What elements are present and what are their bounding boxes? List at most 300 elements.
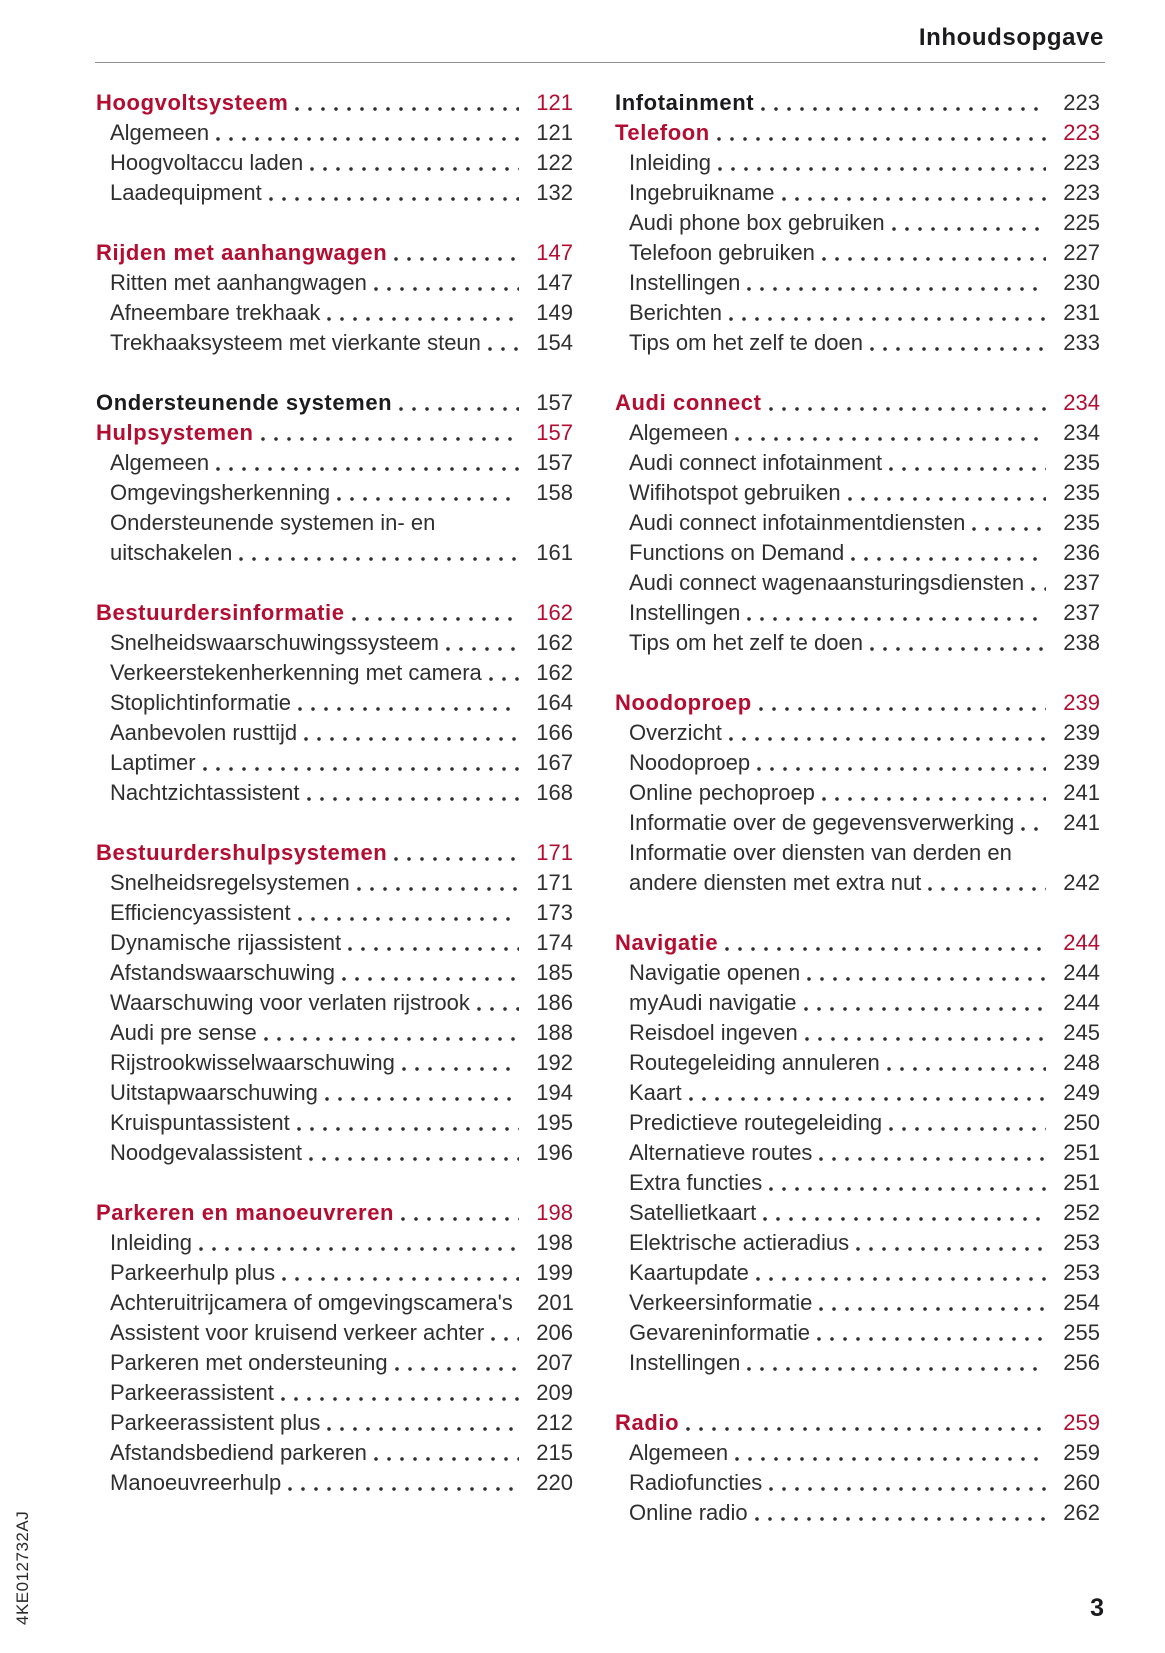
toc-row — [96, 298, 573, 328]
dot-leader — [239, 538, 519, 568]
toc-entry-label: Snelheidsregelsystemen — [110, 870, 350, 895]
toc-entry-page: 239 — [1063, 720, 1100, 745]
toc-entry-label: Navigatie openen — [629, 960, 801, 985]
dot-leader — [288, 1468, 519, 1498]
toc-entry-page: 256 — [1063, 1350, 1100, 1375]
toc-entry-label: Manoeuvreerhulp — [110, 1470, 282, 1495]
toc-entry-label: Laptimer — [110, 750, 196, 775]
toc-entry-page: 212 — [536, 1410, 573, 1435]
toc-entry-label: Wifihotspot gebruiken — [629, 480, 841, 505]
toc-entry-label: Instellingen — [629, 1350, 741, 1375]
toc-row — [96, 1048, 573, 1078]
dot-leader — [325, 1078, 519, 1108]
dot-leader — [747, 268, 1046, 298]
toc-row — [96, 1138, 573, 1168]
toc-row — [615, 298, 1100, 328]
toc-entry-label: Inleiding — [629, 150, 711, 175]
toc-entry-label: Elektrische actieradius — [629, 1230, 850, 1255]
toc-entry-label: Noodoproep — [629, 750, 751, 775]
toc-row — [615, 1198, 1100, 1228]
page-number: 3 — [1090, 1594, 1104, 1622]
toc-row — [615, 628, 1100, 658]
toc-entry-label: Nachtzichtassistent — [110, 780, 300, 805]
dot-leader — [216, 118, 519, 148]
toc-row — [615, 1258, 1100, 1288]
toc-row — [96, 868, 573, 898]
toc-row — [96, 1108, 573, 1138]
toc-entry-label: Gevareninformatie — [629, 1320, 810, 1345]
dot-leader — [281, 1378, 519, 1408]
toc-entry-page: 154 — [536, 330, 573, 355]
toc-entry-label: Rijstrookwisselwaarschuwing — [110, 1050, 395, 1075]
toc-entry-page: 192 — [536, 1050, 573, 1075]
toc-entry-label: Uitstapwaarschuwing — [110, 1080, 318, 1105]
dot-leader — [264, 1018, 519, 1048]
toc-entry-page: 162 — [536, 660, 573, 685]
toc-entry-label: Informatie over diensten van derden en — [629, 840, 1012, 865]
toc-row — [615, 1468, 1100, 1498]
toc-entry-label: Ingebruikname — [629, 180, 775, 205]
toc-entry-label: Kaart — [629, 1080, 682, 1105]
toc-entry-label: Bestuurdershulpsystemen — [96, 840, 388, 865]
toc-entry-label: Assistent voor kruisend verkeer achter — [110, 1320, 485, 1345]
toc-entry-page: 225 — [1063, 210, 1100, 235]
toc-entry-label: Audi connect infotainmentdiensten — [629, 510, 966, 535]
dot-leader — [889, 448, 1046, 478]
toc-entry-label: Instellingen — [629, 270, 741, 295]
toc-entry-label: Noodoproep — [615, 690, 752, 715]
toc-entry-page: 188 — [536, 1020, 573, 1045]
dot-leader — [297, 1108, 519, 1138]
dot-leader — [805, 1018, 1046, 1048]
toc-entry-label: Routegeleiding annuleren — [629, 1050, 880, 1075]
toc-group — [96, 88, 573, 208]
toc-row — [96, 1198, 573, 1228]
toc-row — [615, 778, 1100, 808]
toc-entry-page: 244 — [1063, 990, 1100, 1015]
toc-entry-label: Parkeerassistent — [110, 1380, 274, 1405]
toc-entry-page: 121 — [536, 120, 573, 145]
toc-row — [615, 1228, 1100, 1258]
toc-row — [96, 958, 573, 988]
toc-row — [615, 868, 1100, 898]
toc-row — [96, 538, 573, 568]
toc-entry-label: Instellingen — [629, 600, 741, 625]
toc-row — [615, 1288, 1100, 1318]
toc-entry-page: 235 — [1063, 510, 1100, 535]
toc-entry-label: Telefoon gebruiken — [629, 240, 815, 265]
dot-leader — [477, 988, 519, 1018]
toc-entry-page: 262 — [1063, 1500, 1100, 1525]
toc-row — [96, 1288, 573, 1318]
header-divider — [95, 62, 1105, 63]
toc-entry-label: Aanbevolen rusttijd — [110, 720, 298, 745]
toc-row — [96, 1258, 573, 1288]
toc-entry-label: Berichten — [629, 300, 722, 325]
toc-row — [96, 148, 573, 178]
dot-leader — [269, 178, 519, 208]
toc-entry-page: 147 — [536, 240, 573, 265]
toc-entry-label: Online radio — [629, 1500, 748, 1525]
toc-row — [615, 508, 1100, 538]
toc-entry-label: Afstandswaarschuwing — [110, 960, 336, 985]
toc-row — [96, 178, 573, 208]
toc-entry-page: 201 — [537, 1290, 574, 1315]
toc-row — [615, 808, 1100, 838]
toc-entry-label: Rijden met aanhangwagen — [96, 240, 388, 265]
toc-row — [96, 268, 573, 298]
dot-leader — [686, 1408, 1046, 1438]
toc-entry-label: Parkeren en manoeuvreren — [96, 1200, 395, 1225]
toc-entry-label: Online pechoproep — [629, 780, 815, 805]
toc-entry-page: 255 — [1063, 1320, 1100, 1345]
toc-entry-page: 207 — [536, 1350, 573, 1375]
toc-row — [615, 148, 1100, 178]
toc-entry-page: 168 — [536, 780, 573, 805]
toc-entry-page: 121 — [536, 90, 573, 115]
toc-row — [96, 1378, 573, 1408]
toc-entry-page: 157 — [536, 420, 573, 445]
toc-entry-label: Audi connect infotainment — [629, 450, 883, 475]
dot-leader — [199, 1228, 519, 1258]
toc-entry-page: 215 — [536, 1440, 573, 1465]
toc-entry-label: Parkeren met ondersteuning — [110, 1350, 388, 1375]
toc-entry-label: Hoogvoltaccu laden — [110, 150, 304, 175]
toc-entry-page: 239 — [1063, 690, 1100, 715]
dot-leader — [402, 1048, 519, 1078]
toc-row — [615, 1498, 1100, 1528]
dot-leader — [717, 118, 1046, 148]
toc-entry-page: 132 — [536, 180, 573, 205]
dot-leader — [1031, 568, 1046, 598]
toc-row — [615, 1018, 1100, 1048]
toc-entry-page: 242 — [1063, 870, 1100, 895]
toc-entry-label: Radiofuncties — [629, 1470, 763, 1495]
toc-entry-page: 249 — [1063, 1080, 1100, 1105]
dot-leader — [822, 778, 1046, 808]
toc-entry-page: 237 — [1063, 600, 1100, 625]
toc-group — [615, 1408, 1100, 1528]
dot-leader — [735, 418, 1046, 448]
dot-leader — [928, 868, 1046, 898]
toc-entry-page: 164 — [536, 690, 573, 715]
toc-entry-page: 157 — [536, 390, 573, 415]
toc-row — [615, 118, 1100, 148]
dot-leader — [395, 1348, 519, 1378]
toc-entry-page: 237 — [1063, 570, 1100, 595]
dot-leader — [870, 628, 1046, 658]
toc-entry-label: Waarschuwing voor verlaten rijstrook — [110, 990, 470, 1015]
dot-leader — [310, 148, 519, 178]
toc-row — [96, 1408, 573, 1438]
toc-group — [96, 1198, 573, 1498]
dot-leader — [489, 658, 519, 688]
toc-entry-page: 241 — [1063, 780, 1100, 805]
toc-entry-label: Noodgevalassistent — [110, 1140, 303, 1165]
dot-leader — [295, 88, 519, 118]
toc-entry-page: 234 — [1063, 420, 1100, 445]
dot-leader — [819, 1138, 1046, 1168]
dot-leader — [759, 688, 1046, 718]
toc-entry-page: 253 — [1063, 1260, 1100, 1285]
toc-entry-page: 195 — [536, 1110, 573, 1135]
dot-leader — [342, 958, 519, 988]
toc-entry-page: 244 — [1063, 960, 1100, 985]
toc-entry-label: Laadequipment — [110, 180, 262, 205]
dot-leader — [851, 538, 1046, 568]
toc-entry-page: 167 — [536, 750, 573, 775]
dot-leader — [309, 1138, 519, 1168]
toc-group — [615, 928, 1100, 1378]
dot-leader — [747, 1348, 1046, 1378]
toc-row — [96, 718, 573, 748]
toc-entry-page: 209 — [536, 1380, 573, 1405]
toc-entry-label: Alternatieve routes — [629, 1140, 813, 1165]
toc-row — [615, 1168, 1100, 1198]
dot-leader — [374, 1438, 519, 1468]
toc-row — [96, 838, 573, 868]
dot-leader — [729, 718, 1046, 748]
toc-row — [96, 598, 573, 628]
dot-leader — [769, 388, 1046, 418]
toc-row — [615, 928, 1100, 958]
toc-row — [96, 628, 573, 658]
dot-leader — [769, 1168, 1046, 1198]
toc-entry-page: 122 — [536, 150, 573, 175]
toc-entry-label: Algemeen — [629, 420, 729, 445]
toc-entry-label: Infotainment — [615, 90, 755, 115]
toc-row — [96, 748, 573, 778]
toc-entry-label: Overzicht — [629, 720, 722, 745]
toc-row — [615, 88, 1100, 118]
toc-entry-page: 223 — [1063, 180, 1100, 205]
dot-leader — [399, 388, 519, 418]
toc-entry-label: Parkeerassistent plus — [110, 1410, 321, 1435]
toc-column-right — [615, 88, 1100, 1528]
toc-entry-page: 149 — [536, 300, 573, 325]
toc-row — [96, 88, 573, 118]
dot-leader — [887, 1048, 1046, 1078]
toc-group — [615, 88, 1100, 358]
toc-entry-page: 223 — [1063, 120, 1100, 145]
toc-entry-page: 157 — [536, 450, 573, 475]
toc-entry-label: Algemeen — [110, 450, 210, 475]
toc-row — [96, 478, 573, 508]
toc-entry-page: 186 — [536, 990, 573, 1015]
toc-row — [615, 688, 1100, 718]
toc-group — [96, 388, 573, 568]
toc-entry-page: 174 — [536, 930, 573, 955]
dot-leader — [298, 898, 519, 928]
toc-row — [615, 328, 1100, 358]
toc-entry-page: 227 — [1063, 240, 1100, 265]
toc-entry-page: 198 — [536, 1200, 573, 1225]
dot-leader — [769, 1468, 1046, 1498]
toc-row — [615, 568, 1100, 598]
dot-leader — [972, 508, 1046, 538]
dot-leader — [725, 928, 1046, 958]
toc-entry-label: Audi connect wagenaansturingsdiensten — [629, 570, 1025, 595]
toc-entry-label: Snelheidswaarschuwingssysteem — [110, 630, 439, 655]
dot-leader — [856, 1228, 1046, 1258]
toc-entry-label: Achteruitrijcamera of omgevingscamera's — [110, 1290, 513, 1315]
toc-row — [615, 208, 1100, 238]
dot-leader — [298, 688, 519, 718]
dot-leader — [889, 1108, 1046, 1138]
toc-entry-page: 220 — [536, 1470, 573, 1495]
toc-entry-label: Efficiencyassistent — [110, 900, 291, 925]
toc-row — [615, 988, 1100, 1018]
toc-row — [615, 1048, 1100, 1078]
dot-leader — [394, 838, 519, 868]
dot-leader — [870, 328, 1046, 358]
toc-row — [96, 658, 573, 688]
page-title: Inhoudsopgave — [918, 24, 1104, 51]
dot-leader — [729, 298, 1046, 328]
toc-entry-label: Audi phone box gebruiken — [629, 210, 885, 235]
toc-row — [615, 1318, 1100, 1348]
toc-entry-page: 196 — [536, 1140, 573, 1165]
toc-group — [96, 598, 573, 808]
dot-leader — [446, 628, 519, 658]
toc-entry-page: 162 — [536, 630, 573, 655]
toc-entry-page: 161 — [536, 540, 573, 565]
toc-entry-label: Extra functies — [629, 1170, 763, 1195]
toc-entry-label: Ritten met aanhangwagen — [110, 270, 367, 295]
document-code: 4KE012732AJ — [13, 1510, 32, 1625]
toc-entry-page: 248 — [1063, 1050, 1100, 1075]
toc-row — [615, 1108, 1100, 1138]
toc-entry-label: Hoogvoltsysteem — [96, 90, 289, 115]
toc-entry-page: 251 — [1063, 1170, 1100, 1195]
toc-entry-page: 223 — [1063, 90, 1100, 115]
toc-entry-label: Telefoon — [615, 120, 710, 145]
toc-entry-page: 259 — [1063, 1440, 1100, 1465]
dot-leader — [735, 1438, 1046, 1468]
toc-row — [96, 328, 573, 358]
toc-entry-label: Afneembare trekhaak — [110, 300, 321, 325]
toc-row — [96, 1438, 573, 1468]
toc-row — [96, 1318, 573, 1348]
toc-entry-page: 250 — [1063, 1110, 1100, 1135]
toc-entry-label: Ondersteunende systemen — [96, 390, 393, 415]
toc-entry-page: 194 — [536, 1080, 573, 1105]
toc-row — [96, 1078, 573, 1108]
dot-leader — [327, 1408, 519, 1438]
dot-leader — [203, 748, 519, 778]
toc-entry-page: 238 — [1063, 630, 1100, 655]
toc-entry-page: 251 — [1063, 1140, 1100, 1165]
dot-leader — [848, 478, 1046, 508]
toc-row — [615, 718, 1100, 748]
toc-row — [615, 958, 1100, 988]
toc-entry-page: 162 — [536, 600, 573, 625]
toc-row — [615, 748, 1100, 778]
toc-group — [96, 838, 573, 1168]
dot-leader — [757, 748, 1046, 778]
toc-entry-label: Hulpsystemen — [96, 420, 254, 445]
dot-leader — [374, 268, 519, 298]
toc-entry-page: 260 — [1063, 1470, 1100, 1495]
toc-entry-label: Predictieve routegeleiding — [629, 1110, 883, 1135]
toc-row — [615, 1078, 1100, 1108]
toc-entry-page: 171 — [536, 840, 573, 865]
dot-leader — [491, 1318, 519, 1348]
toc-entry-label: Stoplichtinformatie — [110, 690, 291, 715]
toc-entry-label: Reisdoel ingeven — [629, 1020, 798, 1045]
dot-leader — [401, 1198, 519, 1228]
dot-leader — [689, 1078, 1046, 1108]
toc-entry-page: 244 — [1063, 930, 1100, 955]
dot-leader — [804, 988, 1046, 1018]
dot-leader — [488, 328, 519, 358]
toc-entry-page: 171 — [536, 870, 573, 895]
dot-leader — [307, 778, 519, 808]
toc-row — [96, 118, 573, 148]
toc-row — [96, 1468, 573, 1498]
toc-entry-label: Navigatie — [615, 930, 719, 955]
toc-entry-page: 253 — [1063, 1230, 1100, 1255]
toc-entry-page: 233 — [1063, 330, 1100, 355]
toc-group — [615, 688, 1100, 898]
toc-entry-label: Tips om het zelf te doen — [629, 630, 863, 655]
dot-leader — [817, 1318, 1046, 1348]
toc-entry-label: Functions on Demand — [629, 540, 845, 565]
toc-row — [615, 388, 1100, 418]
toc-row — [96, 898, 573, 928]
dot-leader — [782, 178, 1046, 208]
toc-entry-label: Inleiding — [110, 1230, 192, 1255]
toc-entry-label: Radio — [615, 1410, 680, 1435]
toc-row — [615, 448, 1100, 478]
toc-entry-label: myAudi navigatie — [629, 990, 797, 1015]
dot-leader — [282, 1258, 519, 1288]
dot-leader — [819, 1288, 1046, 1318]
toc-entry-label: Satellietkaart — [629, 1200, 757, 1225]
toc-row — [615, 238, 1100, 268]
toc-row — [96, 418, 573, 448]
toc-row — [96, 508, 573, 538]
toc-entry-label: uitschakelen — [110, 540, 233, 565]
toc-entry-page: 185 — [536, 960, 573, 985]
toc-row — [96, 388, 573, 418]
dot-leader — [807, 958, 1046, 988]
toc-entry-page: 231 — [1063, 300, 1100, 325]
toc-entry-label: Trekhaaksysteem met vierkante steun — [110, 330, 481, 355]
toc-entry-label: Verkeersinformatie — [629, 1290, 813, 1315]
toc-entry-page: 166 — [536, 720, 573, 745]
toc-entry-page: 234 — [1063, 390, 1100, 415]
toc-row — [96, 778, 573, 808]
toc-entry-label: Informatie over de gegevensverwerking — [629, 810, 1015, 835]
toc-column-left — [96, 88, 573, 1498]
toc-group — [96, 238, 573, 358]
dot-leader — [337, 478, 519, 508]
toc-entry-page: 252 — [1063, 1200, 1100, 1225]
dot-leader — [747, 598, 1046, 628]
dot-leader — [304, 718, 519, 748]
dot-leader — [348, 928, 519, 958]
toc-row — [615, 1348, 1100, 1378]
toc-entry-label: Kruispuntassistent — [110, 1110, 290, 1135]
toc-entry-page: 254 — [1063, 1290, 1100, 1315]
toc-row — [615, 838, 1100, 868]
toc-entry-page: 199 — [536, 1260, 573, 1285]
dot-leader — [357, 868, 519, 898]
toc-row — [96, 1018, 573, 1048]
toc-row — [96, 238, 573, 268]
toc-entry-page: 235 — [1063, 480, 1100, 505]
